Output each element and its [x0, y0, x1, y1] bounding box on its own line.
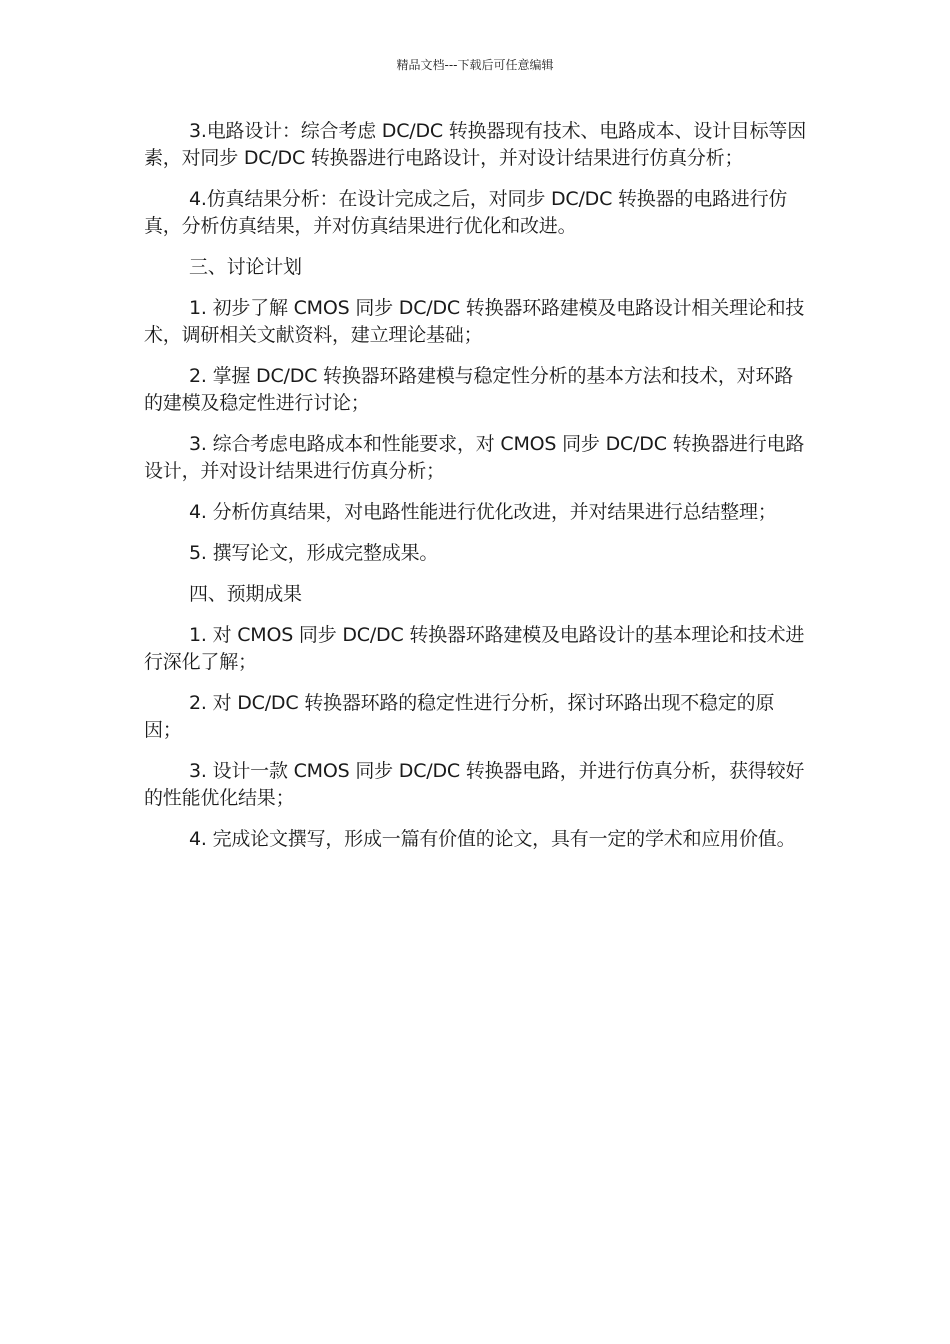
- result-item-4: 4. 完成论文撰写，形成一篇有价值的论文，具有一定的学术和应用价值。: [189, 828, 796, 850]
- section-heading-research-plan: 三、讨论计划: [189, 256, 302, 278]
- paragraph-simulation-analysis: 4.仿真结果分析：在设计完成之后，对同步 DC/DC 转换器的电路进行仿真，分析仿真结果，并对仿真结果进行优化和改进。: [144, 188, 788, 237]
- paragraph-circuit-design: 3.电路设计：综合考虑 DC/DC 转换器现有技术、电路成本、设计目标等因素，对同步 DC/DC 转换器进行电路设计，并对设计结果进行仿真分析；: [144, 120, 807, 169]
- plan-item-1: 1. 初步了解 CMOS 同步 DC/DC 转换器环路建模及电路设计相关理论和技术，调研相关文献资料，建立理论基础；: [144, 297, 805, 346]
- plan-item-2: 2. 掌握 DC/DC 转换器环路建模与稳定性分析的基本方法和技术，对环路的建模及稳定性进行讨论；: [144, 365, 794, 414]
- page-header: 精品文档---下载后可任意编辑: [396, 58, 554, 72]
- plan-item-5: 5. 撰写论文，形成完整成果。: [189, 542, 439, 564]
- section-heading-expected-results: 四、预期成果: [189, 583, 302, 605]
- plan-item-3: 3. 综合考虑电路成本和性能要求，对 CMOS 同步 DC/DC 转换器进行电路设计，并对设计结果进行仿真分析；: [144, 433, 805, 482]
- document-body: [144, 118, 809, 867]
- result-item-3: 3. 设计一款 CMOS 同步 DC/DC 转换器电路，并进行仿真分析，获得较好的性能优化结果；: [144, 760, 805, 809]
- result-item-2: 2. 对 DC/DC 转换器环路的稳定性进行分析，探讨环路出现不稳定的原因；: [144, 692, 775, 741]
- plan-item-4: 4. 分析仿真结果，对电路性能进行优化改进，并对结果进行总结整理；: [189, 501, 777, 523]
- result-item-1: 1. 对 CMOS 同步 DC/DC 转换器环路建模及电路设计的基本理论和技术进行深化了解；: [144, 624, 805, 673]
